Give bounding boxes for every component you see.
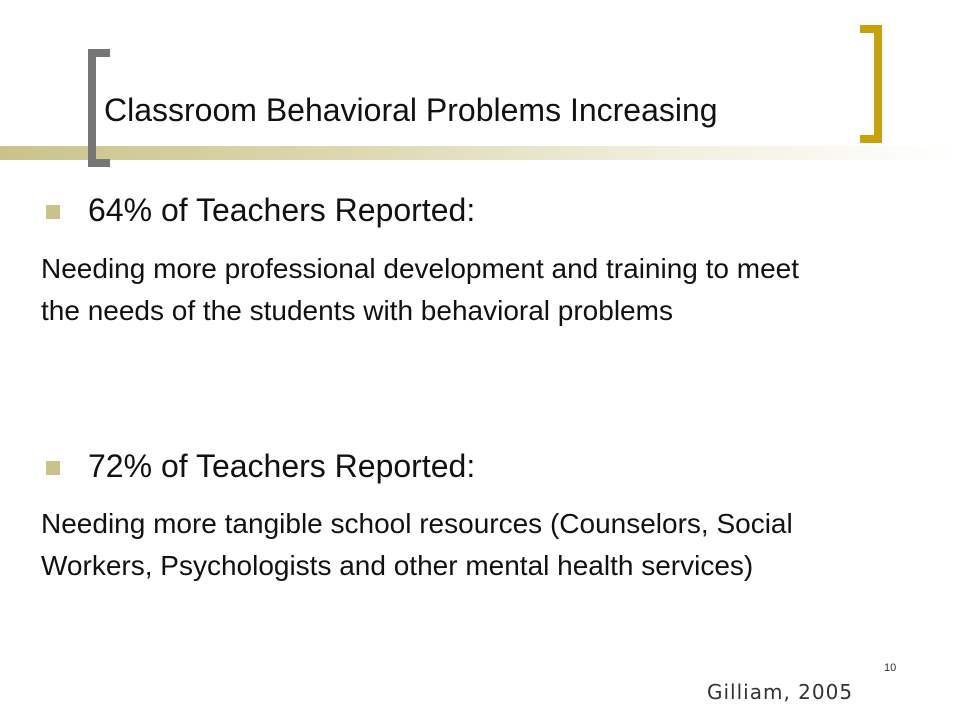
point-2-text: Needing more tangible school resources (Counselors, Social Workers, Psychologists and other mental health services) — [41, 508, 793, 581]
bullet-square-icon — [46, 461, 60, 475]
page-number: 10 — [884, 662, 897, 674]
point-1-heading: 64% of Teachers Reported: — [88, 192, 476, 228]
bullet-square-icon — [46, 205, 60, 219]
title-underline-bar — [0, 146, 960, 160]
slide-title: Classroom Behavioral Problems Increasing — [104, 92, 718, 128]
point-1-text: Needing more professional development and training to meet the needs of the students with behavioral problems — [41, 253, 800, 326]
citation: Gilliam, 2005 — [707, 680, 854, 704]
right-bracket-decoration — [860, 25, 882, 143]
point-2-heading: 72% of Teachers Reported: — [88, 448, 476, 484]
